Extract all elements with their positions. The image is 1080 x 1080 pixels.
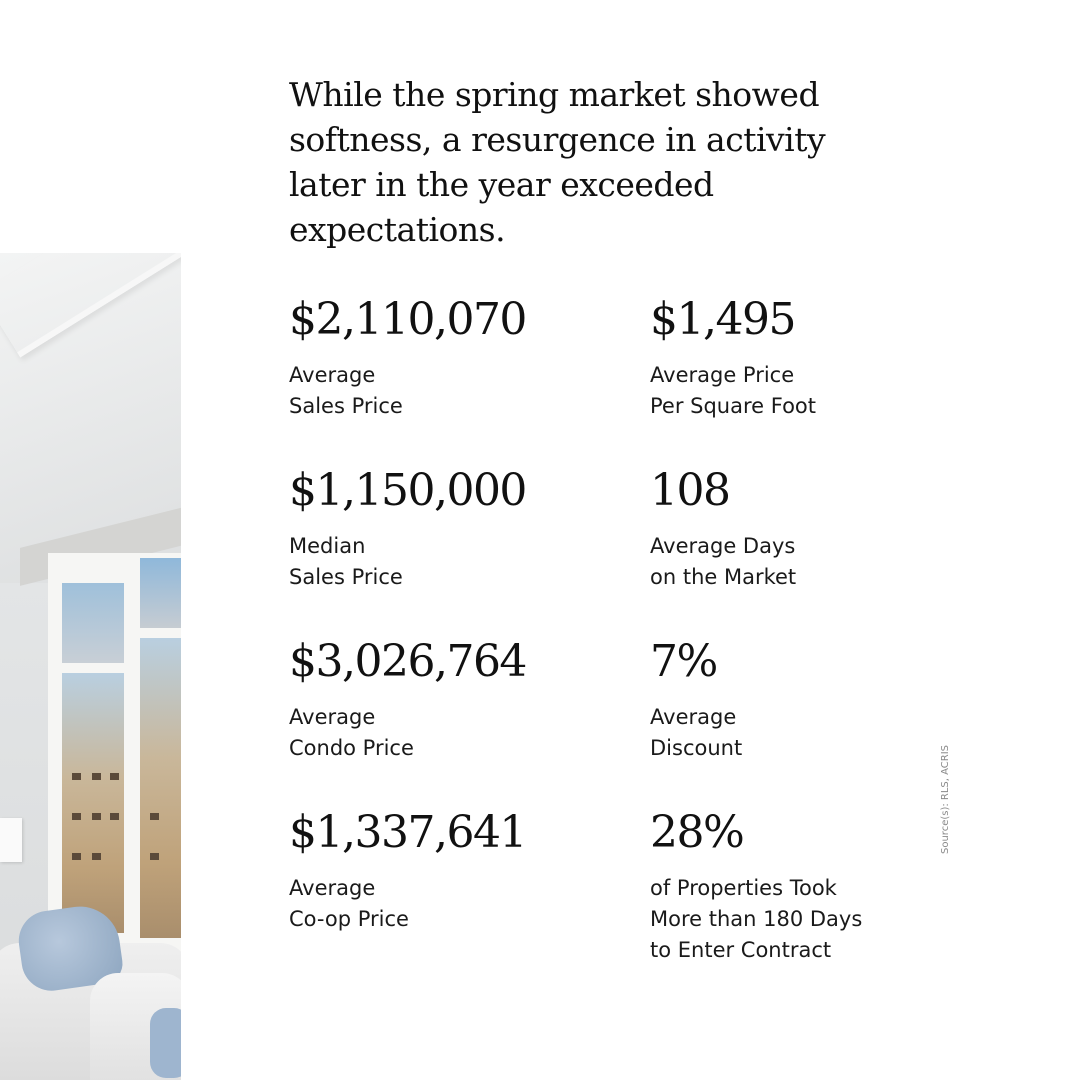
stat-label: [650, 702, 990, 764]
stat-label-line: Co-op Price: [289, 907, 409, 931]
photo-building-window: [72, 773, 81, 780]
stat-average-discount: [650, 636, 990, 764]
photo-building-window: [72, 853, 81, 860]
stat-label-line: Average: [650, 705, 737, 729]
stat-average-sales-price: [289, 294, 629, 422]
stat-label-line: Sales Price: [289, 394, 403, 418]
stat-label-line: Average Price: [650, 363, 795, 387]
stat-label-line: Average Days: [650, 534, 796, 558]
stat-average-condo-price: [289, 636, 629, 764]
stat-label-line: Average: [289, 363, 376, 387]
stat-label-line: Median: [289, 534, 366, 558]
stat-value: 108: [650, 465, 730, 516]
stat-label: [650, 873, 990, 966]
stat-label-line: Average: [289, 705, 376, 729]
stat-value: $1,150,000: [289, 465, 526, 516]
interior-photo: [0, 253, 181, 1080]
photo-building-window: [150, 853, 159, 860]
stat-median-sales-price: [289, 465, 629, 593]
stat-value: $1,495: [650, 294, 795, 345]
stat-average-coop-price: [289, 807, 629, 935]
stat-label-line: of Properties Took: [650, 876, 837, 900]
stat-value: 7%: [650, 636, 717, 687]
photo-building-window: [110, 813, 119, 820]
photo-window-pane: [62, 673, 124, 933]
photo-building-window: [72, 813, 81, 820]
stat-label: [650, 360, 990, 422]
stat-average-days-on-market: [650, 465, 990, 593]
stat-label: [289, 702, 629, 764]
stat-label-line: to Enter Contract: [650, 938, 832, 962]
stat-label-line: Per Square Foot: [650, 394, 817, 418]
photo-window-pane: [140, 638, 181, 938]
stat-label-line: More than 180 Days: [650, 907, 863, 931]
stat-label-line: Average: [289, 876, 376, 900]
stat-value: $3,026,764: [289, 636, 526, 687]
photo-building-window: [110, 773, 119, 780]
stat-label: [289, 360, 629, 422]
photo-building-window: [92, 813, 101, 820]
stat-label: [289, 873, 629, 935]
stat-value: $2,110,070: [289, 294, 526, 345]
stat-properties-over-180-days: [650, 807, 990, 966]
headline: While the spring market showed softness, a resurgence in activity later in the year exceeded expectations.: [289, 75, 826, 249]
photo-building-window: [92, 853, 101, 860]
photo-window-pane: [62, 583, 124, 663]
stat-value: $1,337,641: [289, 807, 526, 858]
stat-average-price-per-square-foot: [650, 294, 990, 422]
photo-building-window: [150, 813, 159, 820]
photo-pillow: [150, 1008, 181, 1078]
stat-label: [289, 531, 629, 593]
stat-label-line: Sales Price: [289, 565, 403, 589]
stat-label-line: Condo Price: [289, 736, 414, 760]
photo-lamp: [0, 818, 22, 862]
stat-label: [650, 531, 990, 593]
stat-value: 28%: [650, 807, 744, 858]
stat-label-line: on the Market: [650, 565, 797, 589]
photo-window-pane: [140, 558, 181, 628]
photo-building-window: [92, 773, 101, 780]
stat-label-line: Discount: [650, 736, 743, 760]
source-note: Source(s): RLS, ACRIS: [940, 744, 951, 854]
